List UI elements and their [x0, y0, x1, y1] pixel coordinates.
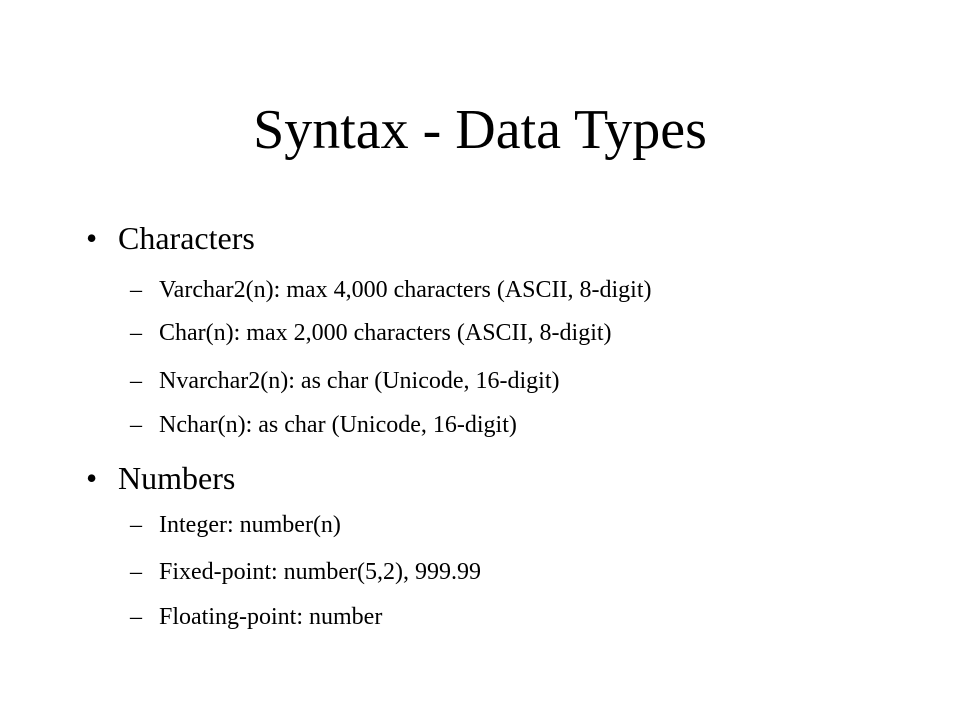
dash-icon: – — [130, 368, 142, 394]
list-item-text: Integer: number(n) — [159, 512, 341, 538]
slide-title: Syntax - Data Types — [253, 99, 707, 161]
list-item-text: Nvarchar2(n): as char (Unicode, 16-digit) — [159, 368, 560, 394]
section-heading-characters — [86, 218, 255, 258]
dash-icon: – — [130, 559, 142, 585]
bullet-icon: • — [86, 460, 98, 496]
list-item — [130, 318, 612, 348]
list-item — [130, 602, 382, 632]
section-heading-numbers — [86, 458, 235, 498]
dash-icon: – — [130, 512, 142, 538]
list-item-text: Char(n): max 2,000 characters (ASCII, 8-digit) — [159, 320, 612, 346]
list-item — [130, 410, 517, 440]
list-item-text: Floating-point: number — [159, 604, 383, 630]
dash-icon: – — [130, 604, 142, 630]
dash-icon: – — [130, 412, 142, 438]
bullet-icon: • — [86, 220, 98, 256]
section-heading-label: Numbers — [118, 460, 236, 496]
list-item-text: Varchar2(n): max 4,000 characters (ASCII, 8-digit) — [159, 277, 652, 303]
list-item-text: Nchar(n): as char (Unicode, 16-digit) — [159, 412, 517, 438]
list-item — [130, 366, 560, 396]
list-item — [130, 557, 481, 587]
list-item — [130, 510, 341, 540]
dash-icon: – — [130, 320, 142, 346]
list-item-text: Fixed-point: number(5,2), 999.99 — [159, 559, 481, 585]
section-heading-label: Characters — [118, 220, 255, 256]
list-item — [130, 275, 652, 305]
dash-icon: – — [130, 277, 142, 303]
